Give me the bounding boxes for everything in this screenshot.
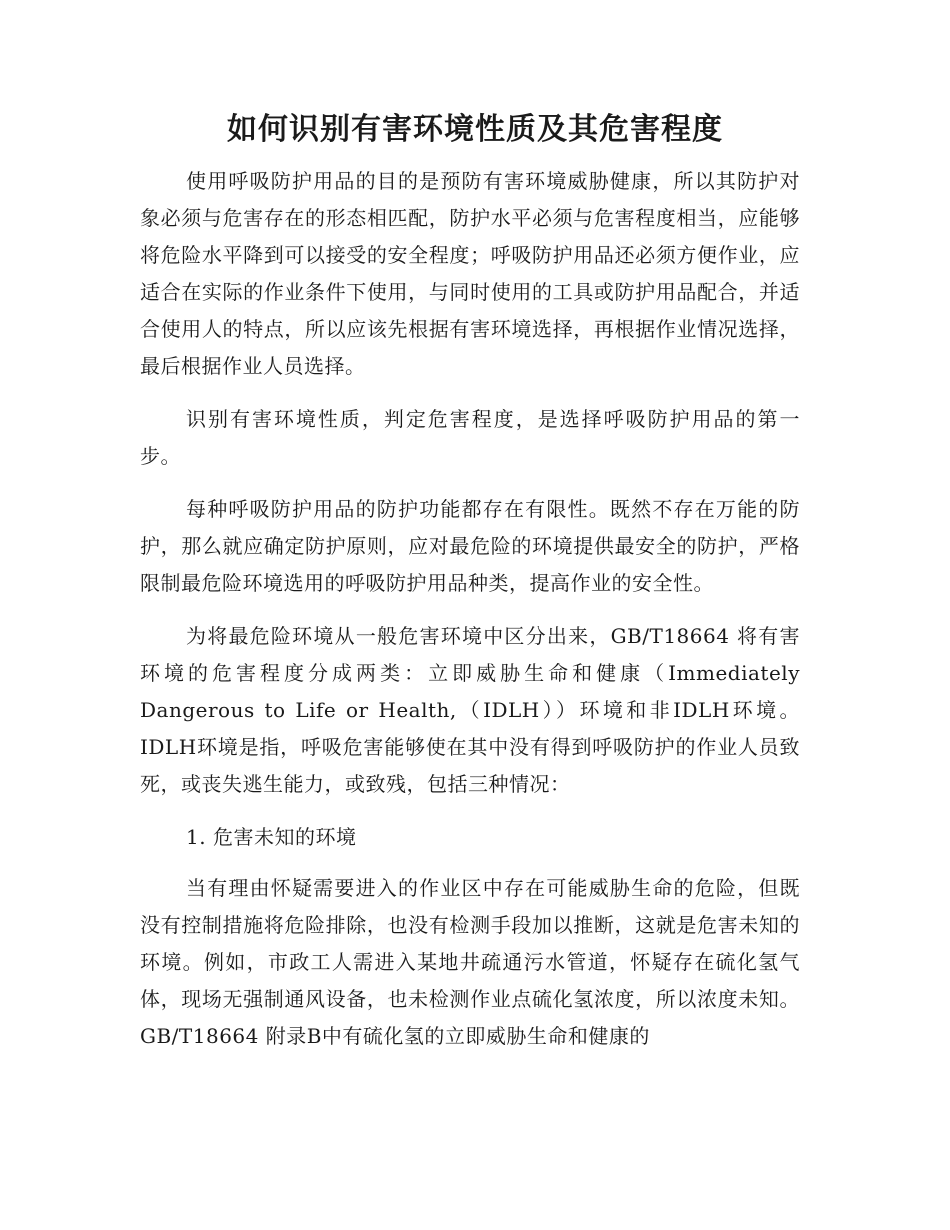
list-item-unknown-hazard: 1. 危害未知的环境 [186, 825, 357, 849]
paragraph-purpose: 使用呼吸防护用品的目的是预防有害环境威胁健康，所以其防护对象必须与危害存在的形态相匹配，防护水平必须与危害程度相当，应能够将危险水平降到可以接受的安全程度；呼吸防护用品还必须方便作业，应适合在实际的作业条件下使用，与同时使用的工具或防护用品配合，并适合使用人的特点，所以应该先根据有害环境选择，再根据作业情况选择，最后根据作业人员选择。 [140, 169, 800, 378]
document-body [140, 163, 800, 1071]
paragraph-unknown-hazard-example: 当有理由怀疑需要进入的作业区中存在可能威胁生命的危险，但既没有控制措施将危险排除，也没有检测手段加以推断，这就是危害未知的环境。例如，市政工人需进入某地井疏通污水管道，怀疑存在硫化氢气体，现场无强制通风设备，也未检测作业点硫化氢浓度，所以浓度未知。GB/T18664 附录B中有硫化氢的立即威胁生命和健康的 [140, 876, 800, 1048]
paragraph-limitations: 每种呼吸防护用品的防护功能都存在有限性。既然不存在万能的防护，那么就应确定防护原则，应对最危险的环境提供最安全的防护，严格限制最危险环境选用的呼吸防护用品种类，提高作业的安全性。 [140, 497, 800, 595]
paragraph-idlh-definition: 为将最危险环境从一般危害环境中区分出来，GB/T18664 将有害环境的危害程度分成两类：立即威胁生命和健康（Immediately Dangerous to Life or Health,（IDLH））环境和非IDLH环境。IDLH环境是指，呼吸危害能够使在其中没有得到呼吸防护的作业人员致死，或丧失逃生能力，或致残，包括三种情况： [140, 624, 800, 796]
paragraph-first-step: 识别有害环境性质，判定危害程度，是选择呼吸防护用品的第一步。 [140, 407, 800, 468]
document-title: 如何识别有害环境性质及其危害程度 [227, 112, 723, 147]
